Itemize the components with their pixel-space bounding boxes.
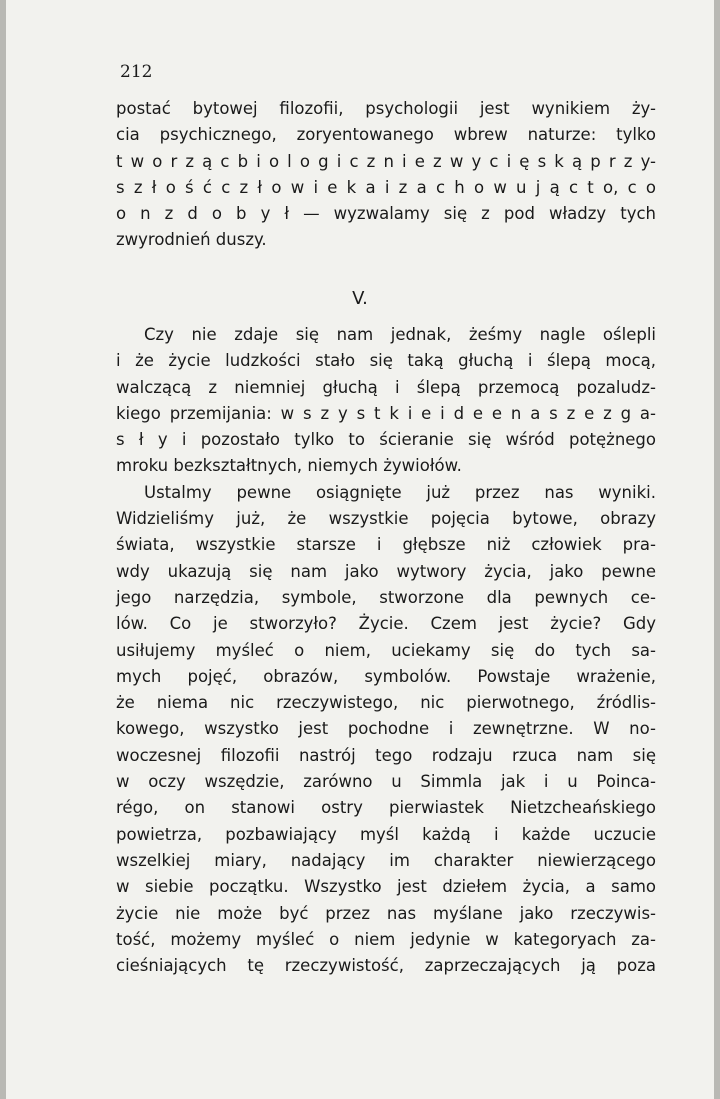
- text-line: kiego przemijania: w s z y s t k i e i d e e n a s z e z g a-: [116, 403, 656, 423]
- text-line: i że życie ludzkości stało się taką głuchą i ślepą mocą,: [116, 351, 656, 371]
- text-line: Widzieliśmy już, że wszystkie pojęcia bytowe, obrazy: [116, 509, 656, 529]
- text-line: wszelkiej miary, nadający im charakter niewierzącego: [116, 850, 656, 870]
- section-heading: V.: [352, 288, 368, 309]
- text-line: życie nie może być przez nas myślane jako rzeczywis-: [116, 903, 656, 923]
- text-line: s ł y i pozostało tylko to ścieranie się wśród potężnego: [116, 430, 656, 450]
- text-line: w siebie początku. Wszystko jest dziełem życia, a samo: [116, 877, 656, 897]
- page-edge-left: [0, 0, 6, 1099]
- text-line: usiłujemy myśleć o niem, uciekamy się do tych sa-: [116, 640, 656, 660]
- text-line: s z ł o ś ć c z ł o w i e k a i z a c h o w u j ą c t o, c o: [116, 177, 656, 197]
- text-line: w oczy wszędzie, zarówno u Simmla jak i u Poinca-: [116, 772, 656, 792]
- text-line: cia psychicznego, zoryentowanego wbrew naturze: tylko: [116, 125, 656, 145]
- text-line: woczesnej filozofii nastrój tego rodzaju rzuca nam się: [116, 745, 656, 765]
- text-line: t w o r z ą c b i o l o g i c z n i e z w y c i ę s k ą p r z y-: [116, 151, 656, 171]
- text-line: Czy nie zdaje się nam jednak, żeśmy nagle oślepli: [144, 325, 656, 344]
- text-line: postać bytowej filozofii, psychologii jest wynikiem ży-: [116, 99, 656, 118]
- text-line: lów. Co je stworzyło? Życie. Czem jest życie? Gdy: [116, 614, 656, 634]
- text-line: cieśniających tę rzeczywistość, zaprzeczających ją poza: [116, 956, 656, 976]
- paragraph-continuation: [116, 96, 656, 254]
- text-line: mroku bezkształtnych, niemych żywiołów.: [116, 456, 462, 476]
- text-line: walczącą z niemniej głuchą i ślepą przemocą pozaludz-: [116, 377, 656, 397]
- text-line: régo, on stanowi ostry pierwiastek Nietzcheańskiego: [116, 798, 656, 818]
- text-line: jego narzędzia, symbole, stworzone dla pewnych ce-: [116, 587, 656, 607]
- text-line: tość, możemy myśleć o niem jedynie w kategoryach za-: [116, 929, 656, 949]
- text-line: mych pojęć, obrazów, symbolów. Powstaje wrażenie,: [116, 666, 656, 686]
- text-line: zwyrodnień duszy.: [116, 230, 267, 250]
- text-line: kowego, wszystko jest pochodne i zewnętrzne. W no-: [116, 719, 656, 739]
- page-number: 212: [120, 62, 153, 82]
- text-line: świata, wszystkie starsze i głębsze niż człowiek pra-: [116, 535, 656, 555]
- page-edge-right: [714, 0, 720, 1099]
- text-line: Ustalmy pewne osiągnięte już przez nas wyniki.: [144, 482, 656, 502]
- text-line: o n z d o b y ł — wyzwalamy się z pod władzy tych: [116, 204, 656, 224]
- text-line: że niema nic rzeczywistego, nic pierwotnego, źródlis-: [116, 693, 656, 713]
- text-line: powietrza, pozbawiający myśl każdą i każde uczucie: [116, 824, 656, 844]
- section-body: [116, 322, 656, 979]
- text-line: wdy ukazują się nam jako wytwory życia, jako pewne: [116, 561, 656, 581]
